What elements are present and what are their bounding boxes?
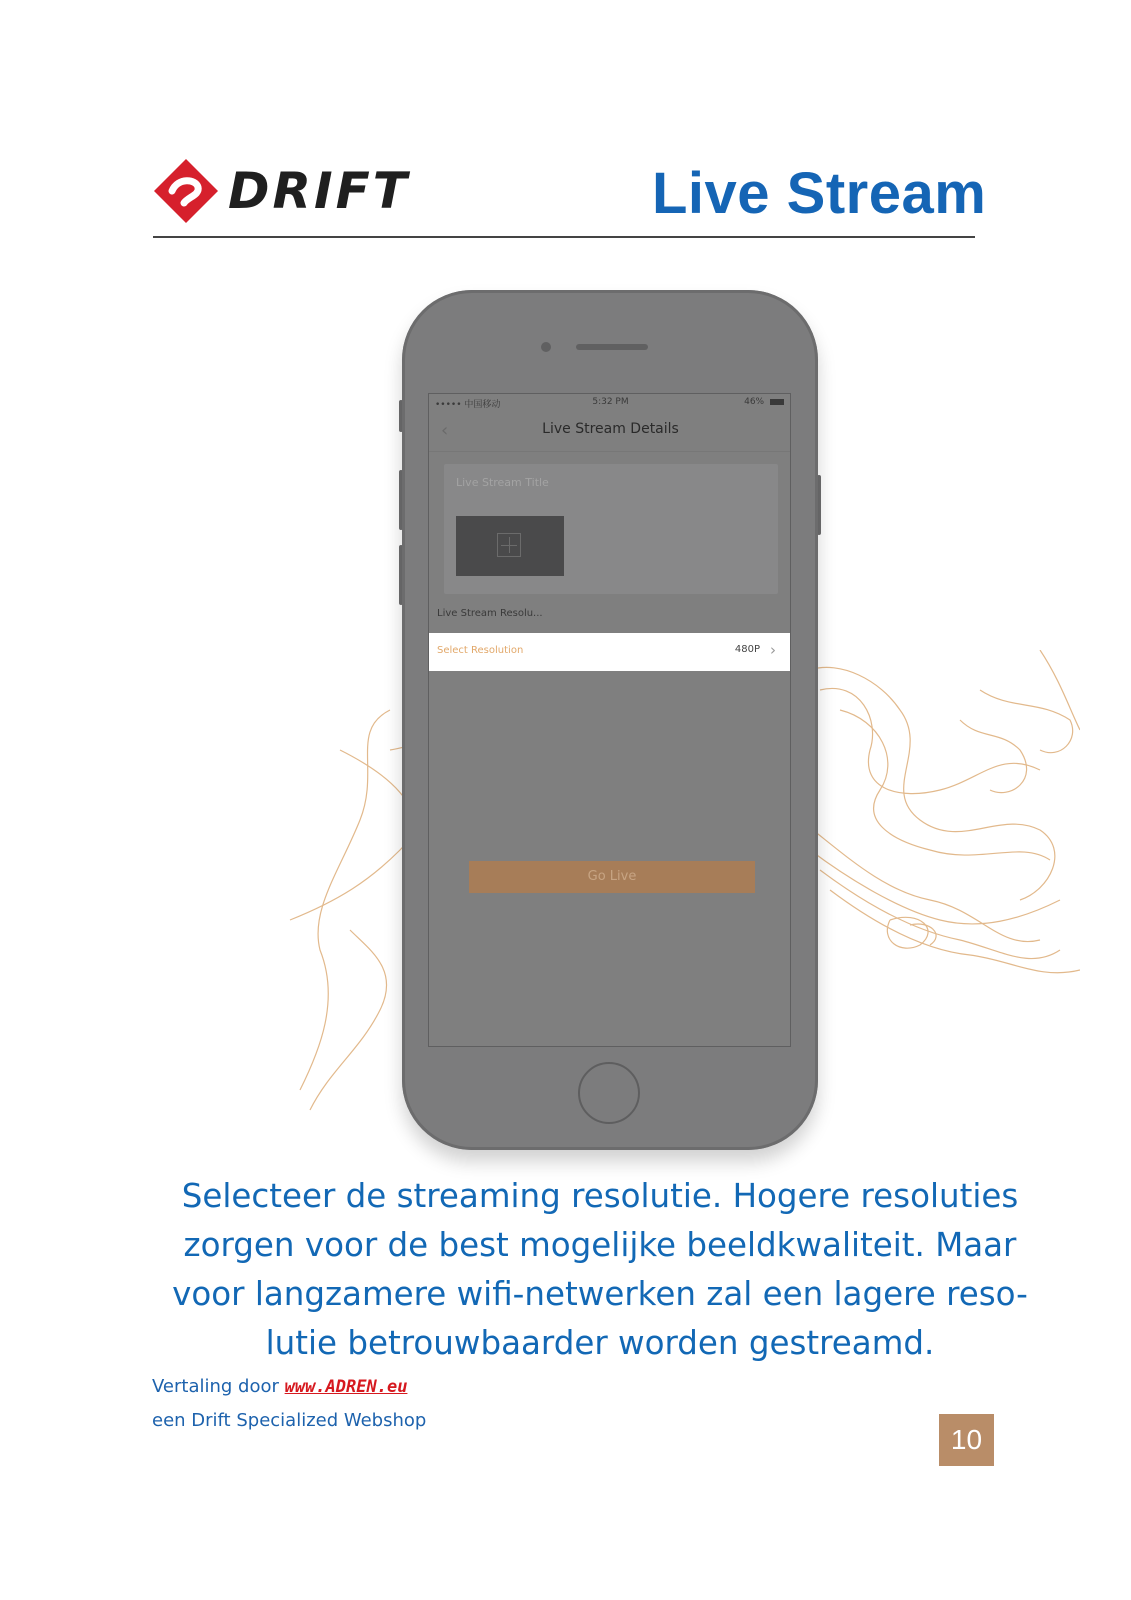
resolution-value: 480P [734,644,760,655]
phone-speaker [576,344,648,350]
chevron-left-icon[interactable]: ‹ [441,420,449,441]
chevron-right-icon: › [770,641,776,659]
resolution-label: Select Resolution [437,645,524,656]
battery-percent: 46% [744,397,765,407]
header-divider [153,236,975,238]
status-battery [744,397,784,407]
select-resolution-row[interactable] [429,633,791,671]
phone-home-button [578,1062,640,1124]
live-stream-title-card [444,464,778,594]
phone-camera [541,342,551,352]
shop-line: een Drift Specialized Webshop [152,1410,427,1431]
phone-screen [428,393,791,1047]
page-title: Live Stream [652,161,987,226]
translation-prefix: Vertaling door [152,1376,285,1397]
status-carrier: ••••• 中国移动 [435,400,501,410]
drift-logo-text: DRIFT [228,162,410,220]
go-live-button[interactable]: Go Live [469,861,755,893]
battery-icon [770,399,784,405]
plus-icon [497,533,521,557]
nav-divider [429,451,791,452]
adren-link[interactable]: www.ADREN.eu [284,1377,408,1397]
instruction-text: Selecteer de streaming resolutie. Hogere resoluties zorgen voor de best mogelijke beeldkwaliteit. Maar voor langzamere wifi-netwerken zal een lagere reso-lutie betrouwbaarder worden gestreamd. [172,1177,1028,1362]
title-input[interactable]: Live Stream Title [456,476,549,489]
nav-title: Live Stream Details [542,421,679,437]
page-number: 10 [939,1414,994,1466]
resolution-section-label: Live Stream Resolu... [437,608,543,619]
status-time: 5:32 PM [592,397,629,407]
translation-credit [152,1376,407,1397]
status-bar [429,394,791,412]
add-thumbnail-button[interactable] [456,516,564,576]
